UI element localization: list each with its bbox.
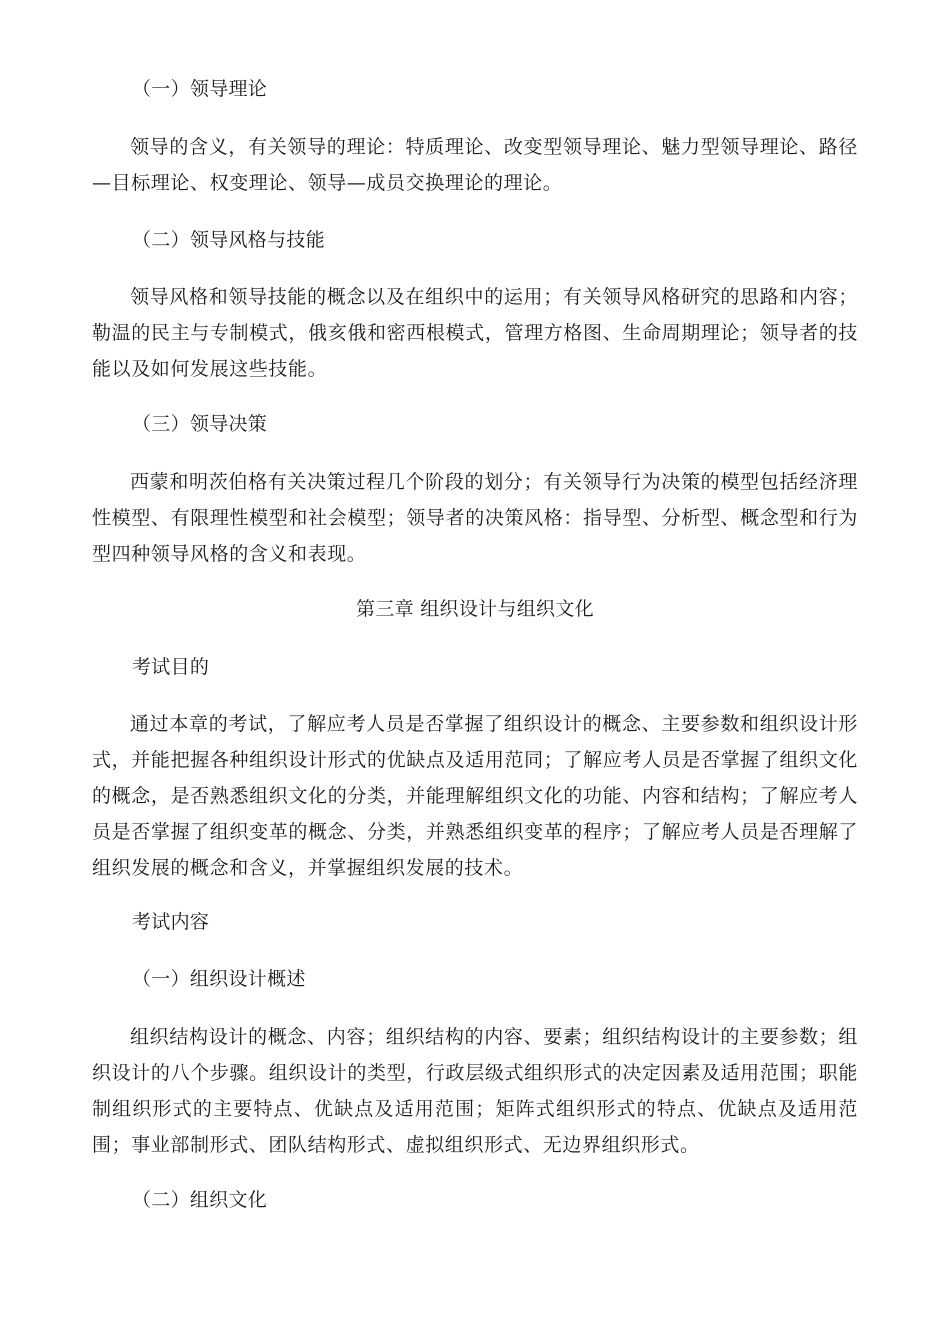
section-heading-leadership-style: （二）领导风格与技能 [132, 229, 326, 251]
section-heading-exam-content: 考试内容 [132, 911, 210, 933]
section-heading-leadership-decision: （三）领导决策 [132, 413, 268, 435]
section-heading-org-design: （一）组织设计概述 [132, 968, 306, 990]
paragraph-org-design: 组织结构设计的概念、内容；组织结构的内容、要素；组织结构设计的主要参数；组织设计的八个步骤。组织设计的类型，行政层级式组织形式的决定因素及适用范围；职能制组织形式的主要特点、优缺点及适用范围；矩阵式组织形式的特点、优缺点及适用范围；事业部制形式、团队结构形式、虚拟组织形式、无边界组织形式。 [92, 1026, 858, 1156]
paragraph-leadership-style: 领导风格和领导技能的概念以及在组织中的运用；有关领导风格研究的思路和内容；勒温的民主与专制模式，俄亥俄和密西根模式，管理方格图、生命周期理论；领导者的技能以及如何发展这些技能。 [92, 286, 858, 380]
paragraph-leadership-decision: 西蒙和明茨伯格有关决策过程几个阶段的划分；有关领导行为决策的模型包括经济理性模型、有限理性模型和社会模型；领导者的决策风格：指导型、分析型、概念型和行为型四种领导风格的含义和表现。 [92, 471, 858, 565]
section-heading-org-culture: （二）组织文化 [132, 1189, 268, 1211]
section-heading-leadership-theory: （一）领导理论 [132, 78, 268, 100]
chapter-title: 第三章 组织设计与组织文化 [356, 598, 594, 620]
paragraph-exam-purpose: 通过本章的考试，了解应考人员是否掌握了组织设计的概念、主要参数和组织设计形式，并能把握各种组织设计形式的优缺点及适用范同；了解应考人员是否掌握了组织文化的概念，是否熟悉组织文化的分类，并能理解组织文化的功能、内容和结构；了解应考人员是否掌握了组织变革的概念、分类，并熟悉组织变革的程序；了解应考人员是否理解了组织发展的概念和含义，并掌握组织发展的技术。 [92, 713, 858, 879]
paragraph-leadership-theory: 领导的含义，有关领导的理论：特质理论、改变型领导理论、魅力型领导理论、路径—目标理论、权变理论、领导—成员交换理论的理论。 [92, 136, 858, 194]
section-heading-exam-purpose: 考试目的 [132, 656, 210, 678]
